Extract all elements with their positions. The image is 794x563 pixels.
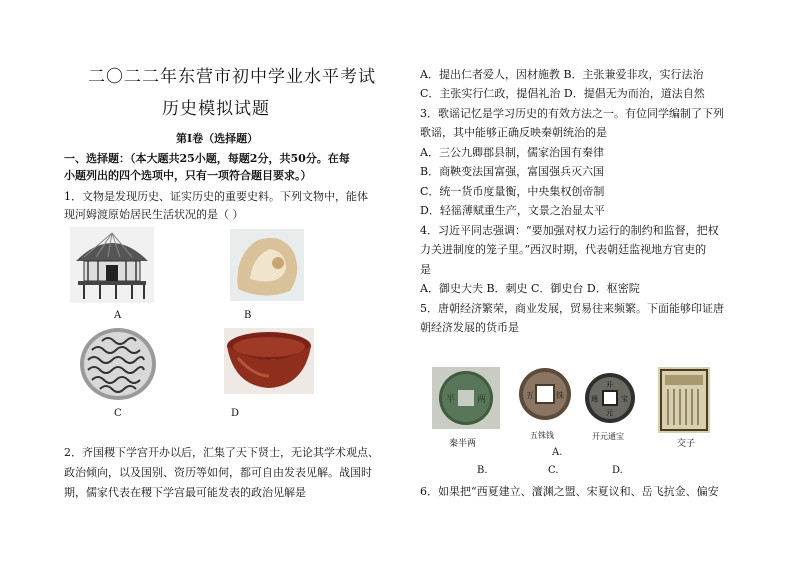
q2-stem-line1: 2．齐国稷下学宫开办以后，汇集了天下贤士，无论其学术观点、 bbox=[64, 446, 379, 459]
q2-options-ab: A．提出仁者爱人，因材施教 B．主张兼爱非攻，实行法治 bbox=[420, 68, 704, 81]
q5-stem-line1: 5．唐朝经济繁荣，商业发展，贸易往来频繁。下面能够印证唐 bbox=[420, 302, 724, 315]
jiaozi-banknote-image bbox=[658, 367, 710, 433]
q4-stem-line3: 是 bbox=[420, 263, 431, 276]
artifact-label-d: D bbox=[231, 408, 240, 419]
stilt-house-image bbox=[70, 227, 154, 303]
coin-option-a: A. bbox=[552, 447, 563, 458]
qin-banliang-coin-image bbox=[432, 367, 500, 429]
q1-stem-line1: 1．文物是发现历史、证实历史的重要史料。下列文物中，能体 bbox=[64, 190, 368, 203]
rice-grains-image bbox=[230, 229, 304, 301]
coin-name-banliang: 秦半两 bbox=[449, 439, 477, 449]
lacquer-bowl-image bbox=[224, 328, 314, 394]
coin-option-d: D. bbox=[612, 465, 623, 476]
q2-stem-line2: 政治倾向，以及国别、资历等如何，都可自由发表见解。战国时 bbox=[64, 466, 372, 479]
artifact-label-a: A bbox=[114, 310, 122, 321]
svg-text:铢: 铢 bbox=[556, 391, 564, 400]
coin-name-wuzhu: 五铢钱 bbox=[530, 431, 554, 440]
section-heading-line1: 一、选择题：（本大题共25小题，每题2分，共50分。在每 bbox=[64, 152, 350, 165]
q3-option-b: B．商鞅变法国富强，富国强兵灭六国 bbox=[420, 165, 605, 178]
part-heading: 第Ⅰ卷（选择题） bbox=[176, 132, 259, 145]
q5-stem-line2: 朝经济发展的货币是 bbox=[420, 321, 519, 334]
section-heading-line2: 小题列出的四个选项中，只有一项符合题目要求。） bbox=[64, 169, 312, 182]
svg-text:半: 半 bbox=[446, 395, 456, 405]
kaiyuan-tongbao-coin-image bbox=[584, 371, 636, 425]
coin-name-jiaozi: 交子 bbox=[677, 439, 696, 449]
q3-stem-line2: 歌谣，其中能够正确反映秦朝统治的是 bbox=[420, 126, 607, 139]
coin-option-c: C. bbox=[548, 465, 559, 476]
q4-stem-line2: 力关进制度的笼子里。”西汉时期，代表朝廷监视地方官吏的 bbox=[420, 243, 707, 256]
q4-stem-line1: 4．习近平同志强调：“要加强对权力运行的制约和监督，把权 bbox=[420, 224, 719, 237]
q6-stem-line1: 6．如果把“西夏建立、澶渊之盟、宋夏议和、岳飞抗金、偏安 bbox=[420, 485, 719, 498]
q3-stem-line1: 3．歌谣记忆是学习历史的有效方法之一。有位同学编制了下列 bbox=[420, 107, 724, 120]
artifact-label-c: C bbox=[114, 408, 122, 419]
q2-stem-line3: 期，儒家代表在稷下学宫最可能发表的政治见解是 bbox=[64, 486, 306, 499]
q3-option-c: C．统一货币度量衡，中央集权创帝制 bbox=[420, 185, 605, 198]
coin-name-kaiyuan: 开元通宝 bbox=[592, 432, 624, 441]
svg-text:通: 通 bbox=[591, 395, 598, 403]
q1-stem-line2: 现河姆渡原始居民生活状况的是（ ） bbox=[64, 208, 244, 221]
pottery-pattern-image bbox=[78, 326, 160, 402]
coin-option-b: B. bbox=[477, 465, 488, 476]
svg-text:开: 开 bbox=[606, 381, 613, 389]
exam-title: 二〇二二年东营市初中学业水平考试 bbox=[88, 67, 376, 87]
svg-text:两: 两 bbox=[477, 395, 487, 405]
q2-options-cd: C．主张实行仁政，提倡礼治 D．提倡无为而治，道法自然 bbox=[420, 87, 705, 100]
svg-text:元: 元 bbox=[606, 409, 613, 417]
svg-text:五: 五 bbox=[526, 391, 534, 400]
exam-subtitle: 历史模拟试题 bbox=[162, 99, 270, 119]
q4-options: A．御史大夫 B．刺史 C．御史台 D．枢密院 bbox=[420, 282, 640, 295]
q3-option-d: D．轻徭薄赋重生产，文景之治显太平 bbox=[420, 204, 605, 217]
artifact-label-b: B bbox=[244, 310, 252, 321]
svg-text:宝: 宝 bbox=[621, 395, 628, 403]
q3-option-a: A．三公九卿郡县制，儒家治国有秦律 bbox=[420, 146, 604, 159]
wuzhu-coin-image bbox=[518, 366, 572, 422]
